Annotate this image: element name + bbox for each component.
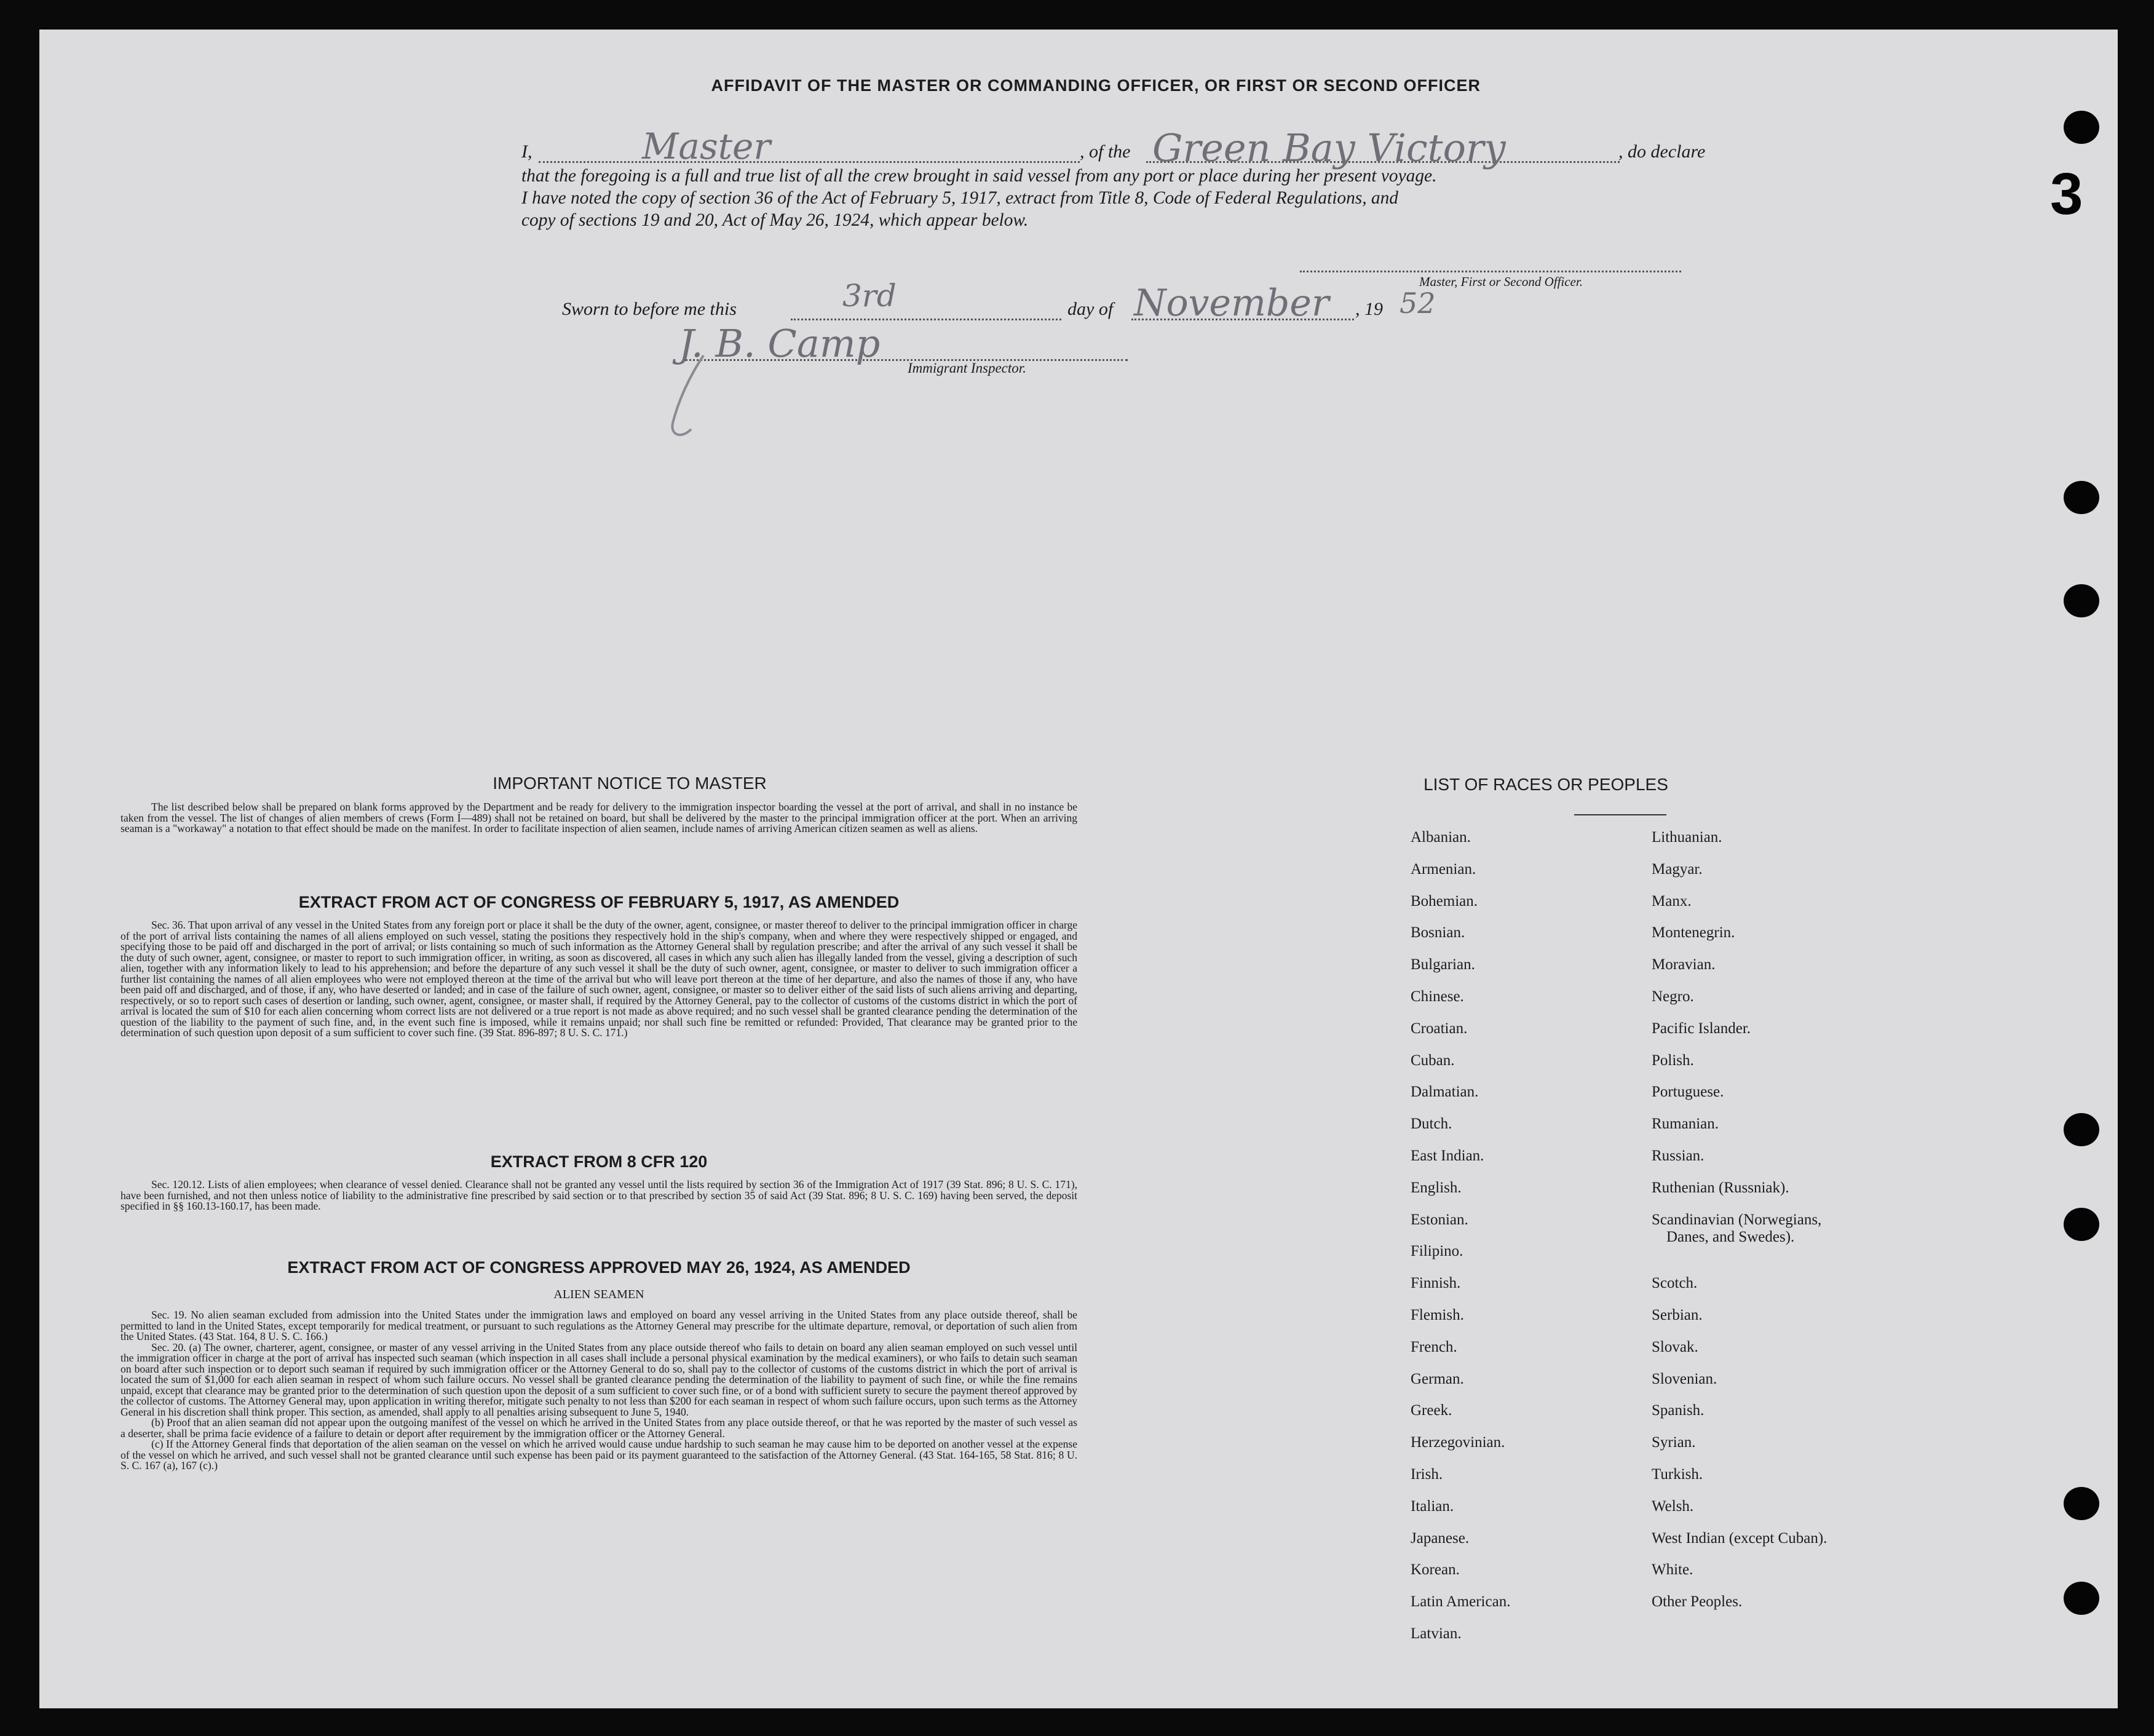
signature-line — [1300, 271, 1681, 272]
race-item: Bohemian. — [1411, 892, 1478, 910]
race-item: Slovak. — [1652, 1338, 1698, 1355]
race-item: Lithuanian. — [1652, 829, 1722, 846]
races-title: LIST OF RACES OR PEOPLES — [1423, 775, 1668, 794]
race-item: Italian. — [1411, 1497, 1454, 1515]
race-item: Magyar. — [1652, 860, 1703, 878]
race-item: Dalmatian. — [1411, 1084, 1479, 1101]
race-item: Montenegrin. — [1652, 924, 1735, 941]
race-item: Greek. — [1411, 1402, 1452, 1419]
race-item: West Indian (except Cuban). — [1652, 1529, 1827, 1547]
race-item: Syrian. — [1652, 1434, 1696, 1451]
race-item-line: Scandinavian (Norwegians, — [1652, 1211, 1822, 1228]
extract-1917-text: Sec. 36. That upon arrival of any vessel in the United States from any foreign port or place it shall be the duty of the owner, agent, consignee, or master thereof to deliver to the principal immigration officer in charge of the port of arrival lists containing the names of all aliens employed on such vessel, stating the positions they respectively hold in the ship's company, when and where they were respectively shipped or engaged, and specifying those to be paid off and discharged in the port of arrival; or lists containing so much of such information as the Attorney General shall by regulation prescribe; and after the arrival of any such vessel it shall be the duty of such owner, agent, consignee, or master to report to such immigration officer, in writing, as soon as discovered, all cases in which any such alien has illegally landed from the vessel, giving a description of such alien, together with any information likely to lead to his apprehension; and before the departure of any such vessel it shall be the duty of such owner, agent, consignee, or master to deliver to such immigration officer a further list containing the names of all alien employees who were not employed thereon at the time of the arrival but who will leave port thereon at the time of her departure, and also the names of those if any, who have been paid off and discharged, and of those, if any, who have deserted or landed; and in case of the failure of such owner, agent, consignee, or master so to deliver either of the said lists of such aliens arriving and departing, respectively, or so to report such cases of desertion or landing, such owner, agent, consignee, or master shall, if required by the Attorney General, pay to the collector of customs of the customs district in which the port of arrival is located the sum of $10 for each alien concerning whom correct lists are not delivered or a true report is not made as above required; and no such vessel shall be granted clearance pending the determination of the question of the liability to the payment of such fine, and, in the event such fine is imposed, while it remains unpaid; nor shall such fine be remitted or refunded: Provided, That clearance may be granted prior to the determination of such question upon deposit of a sum sufficient to cover such fine. (39 Stat. 896-897; 8 U. S. C. 171.) — [121, 919, 1077, 1039]
extract-1924-subtitle: ALIEN SEAMEN — [553, 1288, 644, 1301]
race-item: Latvian. — [1411, 1625, 1462, 1642]
race-item: Herzegovinian. — [1411, 1434, 1505, 1451]
sec-19-text: Sec. 19. No alien seaman excluded from admission into the United States under the immigration laws and employed on board any vessel arriving in the United States from any place outside thereof, shall be permitted to land in the United States, except temporarily for medical treatment, or pursuant to such regulations as the Attorney General may prescribe for the ultimate departure, removal, or deportation of such alien from the United States. (43 Stat. 164, 8 U. S. C. 166.) — [121, 1309, 1077, 1342]
extract-1917-title: EXTRACT FROM ACT OF CONGRESS OF FEBRUARY 5, 1917, AS AMENDED — [298, 893, 900, 911]
sec-20a-text: Sec. 20. (a) The owner, charterer, agent, consignee, or master of any vessel arriving in the United States from any place outside thereof who fails to detain on board any alien seaman employed on such vessel until the immigration officer in charge at the port of arrival has inspected such seaman (which inspection in all cases shall include a personal physical examination by the medical examiners), or who fails to detain such seaman on board after such inspection or to deport such seaman if required by such immigration officer or the Attorney General to do so, shall pay to the collector of customs of the customs district in which the port of arrival is located the sum of $1,000 for each alien seaman in respect of whom such failure occurs. No vessel shall be granted clearance pending the determination of the liability to payment of such fine, or while the fine remains unpaid, except that clearance may be granted prior to the determination of such question upon the deposit of a sum sufficient to cover such fine, or of a bond with sufficient surety to secure the payment thereof approved by the collector of customs. The Attorney General may, upon application in writing therefor, mitigate such penalty to not less than $200 for each seaman in respect of whom such failure occurs, upon such terms as the Attorney General in his discretion shall think proper. This section, as amended, shall apply to all penalties arising subsequent to June 5, 1940. — [121, 1341, 1077, 1418]
race-item: Croatian. — [1411, 1020, 1468, 1037]
race-item: Armenian. — [1411, 860, 1476, 878]
races-column-2 — [1652, 829, 1827, 1625]
race-item: Korean. — [1411, 1561, 1460, 1579]
race-item: Serbian. — [1652, 1306, 1703, 1323]
vessel-handwritten: Green Bay Victory — [1152, 125, 1506, 170]
race-item: Japanese. — [1411, 1529, 1470, 1547]
race-item: Manx. — [1652, 892, 1692, 910]
year-handwritten: 52 — [1400, 287, 1436, 320]
sec-20c-text: (c) If the Attorney General finds that deportation of the alien seaman on the vessel on which he arrived would cause undue hardship to such seaman he may cause him to be deported on another vessel at the expense of the vessel on which he arrived, and such vessel shall not be granted clearance until such expense has been paid or its payment guaranteed to the satisfaction of the Attorney General. (43 Stat. 164-165, 58 Stat. 816; 8 U. S. C. 167 (a), 167 (c).) — [121, 1438, 1077, 1472]
race-item: Bosnian. — [1411, 924, 1465, 941]
race-item: Ruthenian (Russniak). — [1652, 1179, 1789, 1196]
affidavit-line-2: I have noted the copy of section 36 of the Act of February 5, 1917, extract from Title 8, Code of Federal Regulations, and — [521, 188, 1399, 208]
race-item: White. — [1652, 1561, 1693, 1579]
race-item: Albanian. — [1411, 829, 1471, 846]
race-item: Negro. — [1652, 988, 1694, 1005]
declarant-label: I, — [521, 141, 533, 162]
race-item: Filipino. — [1411, 1243, 1463, 1260]
races-column-1 — [1411, 829, 1510, 1657]
race-item: Chinese. — [1411, 988, 1464, 1005]
affidavit-title: AFFIDAVIT OF THE MASTER OR COMMANDING OFFICER, OR FIRST OR SECOND OFFICER — [711, 76, 1481, 95]
race-item: Estonian. — [1411, 1211, 1468, 1228]
inspector-handwritten: J. B. Camp — [679, 321, 881, 366]
race-item: Irish. — [1411, 1465, 1443, 1483]
race-item: Welsh. — [1652, 1497, 1694, 1515]
punch-hole-icon — [2064, 1208, 2099, 1241]
race-item: Dutch. — [1411, 1116, 1452, 1133]
race-item: Bulgarian. — [1411, 956, 1475, 973]
race-item: Polish. — [1652, 1052, 1694, 1069]
punch-hole-icon — [2064, 584, 2099, 617]
month-handwritten: November — [1134, 282, 1329, 325]
signature-caption: Master, First or Second Officer. — [1419, 274, 1583, 289]
race-item: English. — [1411, 1179, 1462, 1196]
sec-20b-text: (b) Proof that an alien seaman did not appear upon the outgoing manifest of the vessel on which he arrived in the United States from any place outside thereof, or that he was reported by the master of such vessel as a deserter, shall be prima facie evidence of a failure to detain or deport after requirement by the immigration officer or the Attorney General. — [121, 1416, 1077, 1440]
race-item: Finnish. — [1411, 1275, 1461, 1292]
race-item: Portuguese. — [1652, 1084, 1724, 1101]
race-item: Spanish. — [1652, 1402, 1705, 1419]
race-item: Scotch. — [1652, 1275, 1698, 1292]
notice-title: IMPORTANT NOTICE TO MASTER — [493, 774, 767, 793]
day-of-label: day of — [1067, 299, 1114, 319]
document-page — [39, 30, 2118, 1708]
punch-hole-icon — [2064, 481, 2099, 514]
race-item: Turkish. — [1652, 1465, 1703, 1483]
race-item: Russian. — [1652, 1147, 1705, 1164]
punch-hole-icon — [2064, 1582, 2099, 1615]
day-handwritten: 3rd — [842, 278, 897, 314]
races-title-rule — [1574, 814, 1666, 815]
race-item: Cuban. — [1411, 1052, 1455, 1069]
affidavit-line-3: copy of sections 19 and 20, Act of May 26, 1924, which appear below. — [521, 210, 1029, 230]
punch-hole-icon — [2064, 111, 2099, 144]
race-item: Latin American. — [1411, 1593, 1511, 1611]
inspector-signature-flourish — [654, 349, 740, 442]
race-item: East Indian. — [1411, 1147, 1484, 1164]
race-item: Rumanian. — [1652, 1116, 1719, 1133]
extract-cfr-text: Sec. 120.12. Lists of alien employees; when clearance of vessel denied. Clearance shall not be granted any vessel until the lists required by section 36 of the Immigration Act of 1917 (39 Stat. 896; 8 U. S. C. 171), have been furnished, and not then unless notice of liability to the administrative fine prescribed by said section or to that prescribed by section 35 of said Act (39 Stat. 896; 8 U. S. C. 169) having been served, the deposit specified in §§ 160.13-160.17, has been made. — [121, 1178, 1077, 1212]
race-item: German. — [1411, 1370, 1464, 1387]
race-item: Moravian. — [1652, 956, 1716, 973]
extract-1924-title: EXTRACT FROM ACT OF CONGRESS APPROVED MAY 26, 1924, AS AMENDED — [287, 1258, 911, 1277]
race-item: Pacific Islander. — [1652, 1020, 1751, 1037]
race-item: Flemish. — [1411, 1306, 1464, 1323]
affidavit-line-1: that the foregoing is a full and true list of all the crew brought in said vessel from any port or place during her present voyage. — [521, 166, 1437, 186]
do-declare-label: , do declare — [1618, 141, 1706, 162]
punch-hole-icon — [2064, 1113, 2099, 1146]
of-the-label: , of the — [1080, 141, 1131, 162]
race-item-continuation: Danes, and Swedes). — [1666, 1228, 1795, 1245]
master-handwritten: Master — [642, 125, 771, 167]
extract-1924-body — [121, 1310, 1077, 1472]
race-item: Other Peoples. — [1652, 1593, 1743, 1611]
race-item: Slovenian. — [1652, 1370, 1717, 1387]
page-number-mark: 3 — [2050, 161, 2083, 227]
year-prefix: , 19 — [1355, 299, 1383, 319]
punch-hole-icon — [2064, 1487, 2099, 1520]
inspector-caption: Immigrant Inspector. — [908, 360, 1026, 376]
race-item — [1652, 1211, 1827, 1275]
sworn-label: Sworn to before me this — [562, 299, 737, 319]
master-name-line — [539, 161, 1080, 163]
notice-text: The list described below shall be prepared on blank forms approved by the Department and be ready for delivery to the immigration inspector boarding the vessel at the port of arrival, and shall in no instance be taken from the vessel. The list of changes of alien members of crews (Form I—489) shall not be retained on board, but shall be delivered by the master to the principal immigration officer at the port. When an arriving seaman is a "workaway" a notation to that effect should be made on the manifest. In order to facilitate inspection of alien seamen, include names of arriving American citizen seamen as well as aliens. — [121, 801, 1077, 834]
extract-cfr-title: EXTRACT FROM 8 CFR 120 — [490, 1152, 708, 1171]
race-item: French. — [1411, 1338, 1457, 1355]
day-line — [791, 319, 1061, 320]
